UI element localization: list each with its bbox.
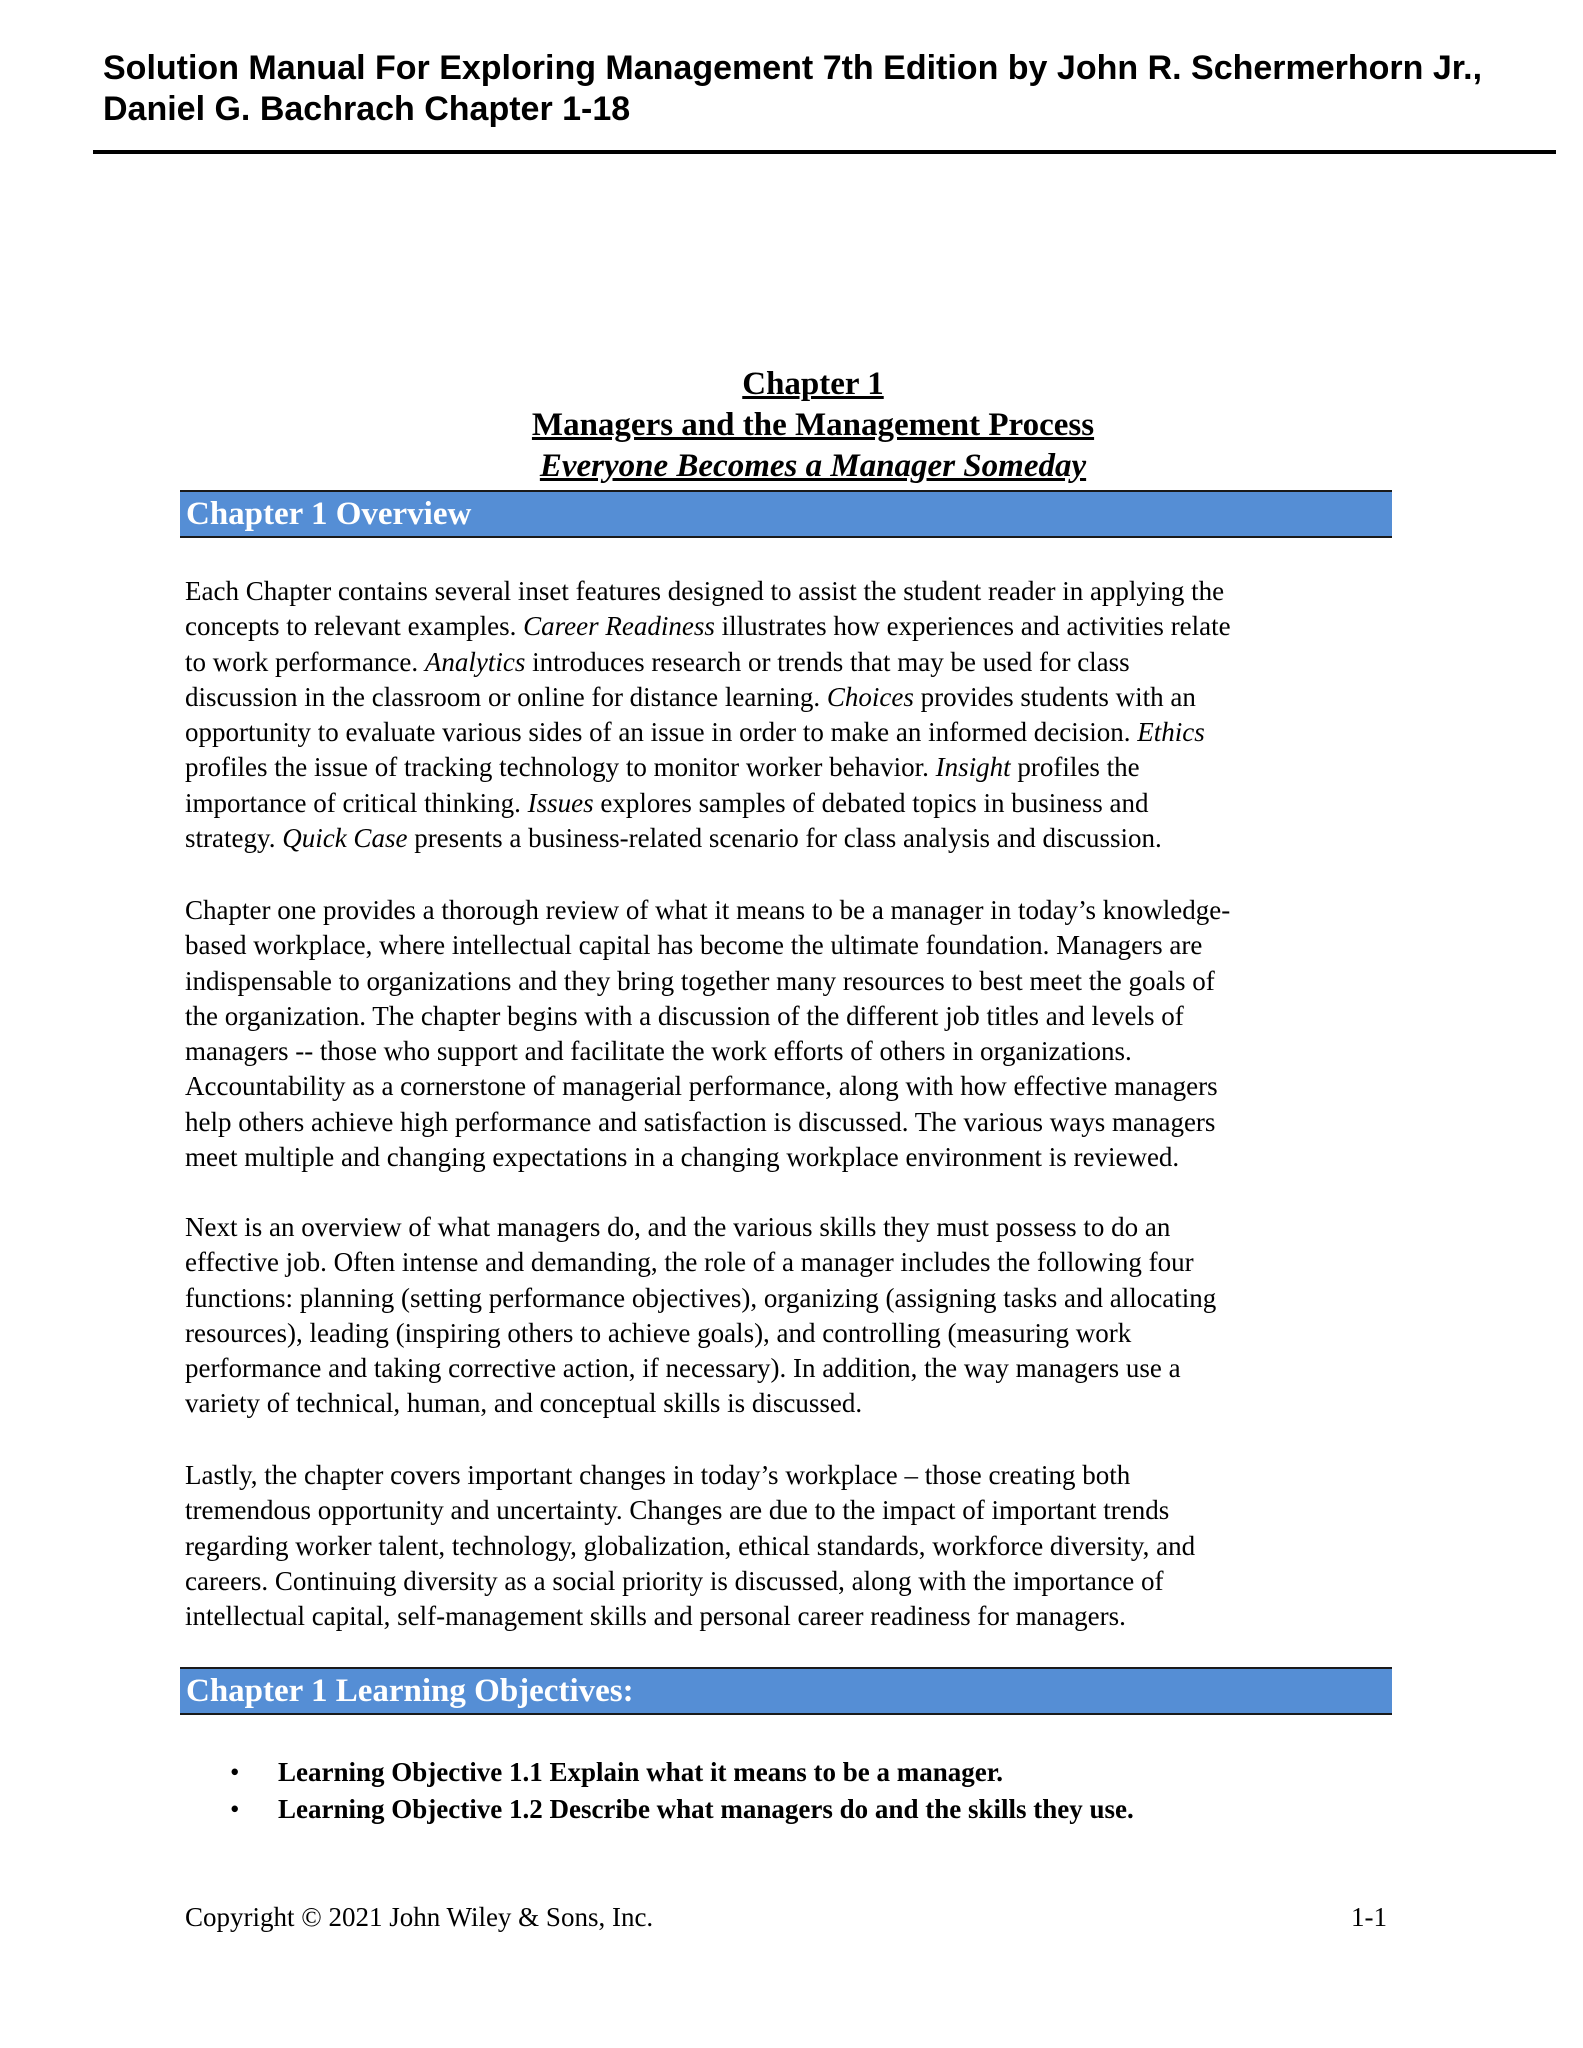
text-line: help others achieve high performance and satisfaction is discussed. The various ways managers — [185, 1106, 1216, 1137]
text-line: Accountability as a cornerstone of managerial performance, along with how effective managers — [185, 1071, 1218, 1102]
header-line-2: Daniel G. Bachrach Chapter 1-18 — [103, 90, 631, 128]
text-segment: provides students with an — [913, 681, 1196, 712]
chapter-name: Managers and the Management Process — [531, 407, 1095, 443]
feature-name: Insight — [935, 752, 1011, 783]
chapter-tagline: Everyone Becomes a Manager Someday — [539, 448, 1087, 484]
text-segment: illustrates how experiences and activities relate — [714, 611, 1231, 642]
text-line: tremendous opportunity and uncertainty. Changes are due to the impact of important trends — [185, 1495, 1170, 1526]
text-segment: concepts to relevant examples. — [185, 611, 524, 642]
text-line — [185, 750, 1400, 785]
text-line: managers -- those who support and facilitate the work efforts of others in organizations. — [185, 1036, 1132, 1067]
learning-objectives-list — [185, 1754, 1400, 1828]
text-line — [185, 786, 1400, 821]
text-segment: strategy. — [185, 823, 283, 854]
text-line — [185, 715, 1400, 750]
copyright-notice: Copyright © 2021 John Wiley & Sons, Inc. — [185, 1902, 654, 1932]
text-line: effective job. Often intense and demanding, the role of a manager includes the following four — [185, 1247, 1194, 1278]
text-segment: profiles the — [1010, 752, 1140, 783]
text-line: meet multiple and changing expectations in a changing workplace environment is reviewed. — [185, 1142, 1180, 1173]
feature-name: Analytics — [424, 646, 526, 677]
overview-paragraph-2 — [185, 893, 1400, 1175]
feature-name: Career Readiness — [523, 611, 715, 642]
feature-name: Quick Case — [282, 823, 408, 854]
text-segment: presents a business-related scenario for class analysis and discussion. — [407, 823, 1162, 854]
page-number: 1-1 — [1351, 1902, 1387, 1932]
text-line: the organization. The chapter begins with a discussion of the different job titles and levels of — [185, 1000, 1184, 1031]
header-line-1: Solution Manual For Exploring Management 7th Edition by John R. Schermerhorn Jr., — [103, 49, 1483, 87]
text-line: resources), leading (inspiring others to achieve goals), and controlling (measuring work — [185, 1317, 1132, 1348]
feature-name: Choices — [826, 681, 914, 712]
text-line: indispensable to organizations and they bring together many resources to best meet the goals of — [185, 965, 1215, 996]
overview-paragraph-3 — [185, 1210, 1400, 1422]
header-divider — [93, 150, 1556, 154]
text-segment: introduces research or trends that may be used for class — [525, 646, 1130, 677]
document-header — [103, 48, 1563, 130]
text-line — [185, 609, 1400, 644]
learning-objective-text: Learning Objective 1.2 Describe what managers do and the skills they use. — [278, 1794, 1134, 1824]
text-line: based workplace, where intellectual capital has become the ultimate foundation. Managers are — [185, 930, 1203, 961]
text-line: Next is an overview of what managers do, and the various skills they must possess to do an — [185, 1212, 1171, 1242]
feature-name: Issues — [527, 787, 594, 818]
overview-paragraph-4 — [185, 1458, 1400, 1634]
text-segment: to work performance. — [185, 646, 425, 677]
text-line: Each Chapter contains several inset features designed to assist the student reader in applying the — [185, 576, 1225, 606]
list-item — [185, 1791, 1400, 1828]
text-line: intellectual capital, self-management skills and personal career readiness for managers. — [185, 1601, 1126, 1632]
text-line: functions: planning (setting performance objectives), organizing (assigning tasks and allocating — [185, 1282, 1217, 1313]
text-line: regarding worker talent, technology, globalization, ethical standards, workforce diversity, and — [185, 1530, 1196, 1561]
text-line: Chapter one provides a thorough review of what it means to be a manager in today’s knowledge- — [185, 895, 1231, 925]
bullet-icon: • — [230, 1757, 240, 1787]
text-line: performance and taking corrective action, if necessary). In addition, the way managers use a — [185, 1353, 1181, 1384]
text-line: variety of technical, human, and conceptual skills is discussed. — [185, 1388, 863, 1419]
overview-heading: Chapter 1 Overview — [180, 490, 1392, 538]
learning-objectives-heading: Chapter 1 Learning Objectives: — [180, 1667, 1392, 1715]
text-segment: discussion in the classroom or online for distance learning. — [185, 681, 827, 712]
overview-paragraph-1 — [185, 574, 1400, 856]
chapter-number: Chapter 1 — [742, 366, 884, 402]
text-segment: profiles the issue of tracking technology to monitor worker behavior. — [185, 752, 936, 783]
text-line — [185, 821, 1400, 856]
text-segment: opportunity to evaluate various sides of an issue in order to make an informed decision. — [185, 717, 1138, 748]
text-line — [185, 680, 1400, 715]
list-item — [185, 1754, 1400, 1791]
learning-objective-text: Learning Objective 1.1 Explain what it means to be a manager. — [278, 1757, 1003, 1787]
text-line: careers. Continuing diversity as a social priority is discussed, along with the importance of — [185, 1565, 1164, 1596]
feature-name: Ethics — [1137, 717, 1205, 748]
text-line — [185, 645, 1400, 680]
bullet-icon: • — [230, 1794, 240, 1824]
text-segment: explores samples of debated topics in business and — [593, 787, 1149, 818]
text-segment: importance of critical thinking. — [185, 787, 528, 818]
text-line: Lastly, the chapter covers important changes in today’s workplace – those creating both — [185, 1460, 1131, 1490]
chapter-title-block — [180, 364, 1446, 487]
